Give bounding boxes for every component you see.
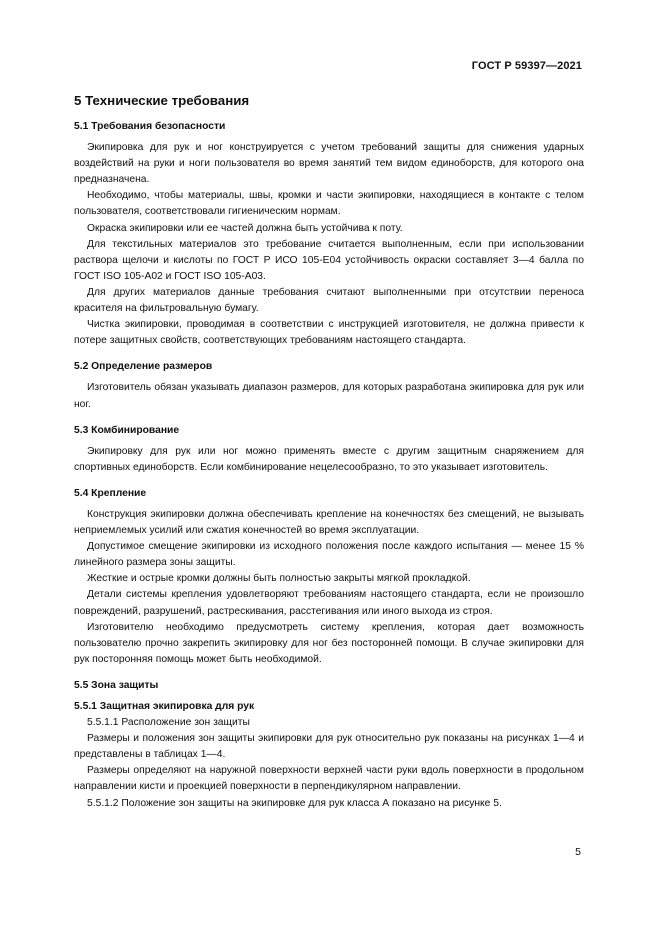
- document-body: [74, 92, 584, 822]
- paragraph: Конструкция экипировки должна обеспечивать крепление на конечностях без смещений, не вызывать неприемлемых усилий или сжатия конечностей во время эксплуатации.: [74, 508, 584, 537]
- paragraph: Для других материалов данные требования считают выполненными при отсутствии переноса красителя на фильтровальную бумагу.: [74, 286, 584, 315]
- section-5-3: [74, 423, 584, 476]
- paragraph: Необходимо, чтобы материалы, швы, кромки и части экипировки, находящиеся в контакте с телом пользователя, соответствовали гигиеническим нормам.: [74, 190, 584, 218]
- subsection-title: 5.2 Определение размеров: [74, 361, 213, 373]
- subsection-title: 5.5 Зона защиты: [74, 679, 159, 691]
- paragraph: Экипировка для рук и ног конструируется с учетом требований защиты для снижения ударных воздействий на руки и ноги пользователя во время занятий тем видом единоборств, для которого она предназначена.: [74, 142, 584, 186]
- clause-title: 5.5.1.1 Расположение зон защиты: [87, 717, 250, 729]
- paragraph: Детали системы крепления удовлетворяют требованиям настоящего стандарта, если не произошло повреждений, разрушений, растрескивания, расстегивания или иного выхода из строя.: [74, 589, 584, 617]
- section-title: 5 Технические требования: [74, 93, 250, 108]
- subsection-title: 5.1 Требования безопасности: [74, 121, 226, 132]
- page-number: 5: [575, 846, 581, 858]
- paragraph: Размеры определяют на наружной поверхности верхней части руки вдоль поверхности в продольном направлении кисти и проекцией поверхности в перпендикулярном направлении.: [74, 765, 584, 793]
- section-5-4: [74, 486, 584, 668]
- paragraph: Экипировку для рук или ног можно применять вместе с другим защитным снаряжением для спортивных единоборств. Если комбинирование нецелесообразно, то это указывает изготовитель.: [74, 445, 584, 473]
- paragraph: Чистка экипировки, проводимая в соответствии с инструкцией изготовителя, не должна привести к потере защитных свойств, соответствующих требованиям настоящего стандарта.: [74, 319, 584, 347]
- paragraph: Размеры и положения зон защиты экипировки для рук относительно рук показаны на рисунках 1—4 и представлены в таблицах 1—4.: [74, 733, 584, 761]
- paragraph: Изготовитель обязан указывать диапазон размеров, для которых разработана экипировка для рук или ног.: [74, 382, 584, 410]
- section-5-1: [74, 119, 584, 349]
- section-5-2: [74, 359, 584, 412]
- subsection-title: 5.3 Комбинирование: [74, 424, 180, 436]
- paragraph: 5.5.1.2 Положение зон защиты на экипировке для рук класса А показано на рисунке 5.: [87, 797, 502, 809]
- paragraph: Окраска экипировки или ее частей должна быть устойчива к поту.: [87, 222, 403, 234]
- paragraph: Изготовителю необходимо предусмотреть систему крепления, которая дает возможность пользователю прочно закрепить экипировку для ног без посторонней помощи. В случае экипировки для рук посторонняя помощь может быть необходимой.: [74, 621, 584, 665]
- paragraph: Допустимое смещение экипировки из исходного положения после каждого испытания — менее 15 % линейного размера зоны защиты.: [74, 541, 584, 569]
- standard-header: ГОСТ Р 59397—2021: [471, 60, 582, 72]
- paragraph: Для текстильных материалов это требование считается выполненным, если при использовании раствора щелочи и кислоты по ГОСТ Р ИСО 105-Е04 устойчивость окраски составляет 3—4 балла по ГОСТ ISO 105-А02 и ГОСТ ISO 105-А03.: [74, 238, 584, 282]
- section-5-5: [74, 678, 584, 812]
- paragraph: Жесткие и острые кромки должны быть полностью закрыты мягкой прокладкой.: [87, 573, 471, 585]
- subsubsection-title: 5.5.1 Защитная экипировка для рук: [74, 701, 255, 712]
- subsection-title: 5.4 Крепление: [74, 487, 147, 499]
